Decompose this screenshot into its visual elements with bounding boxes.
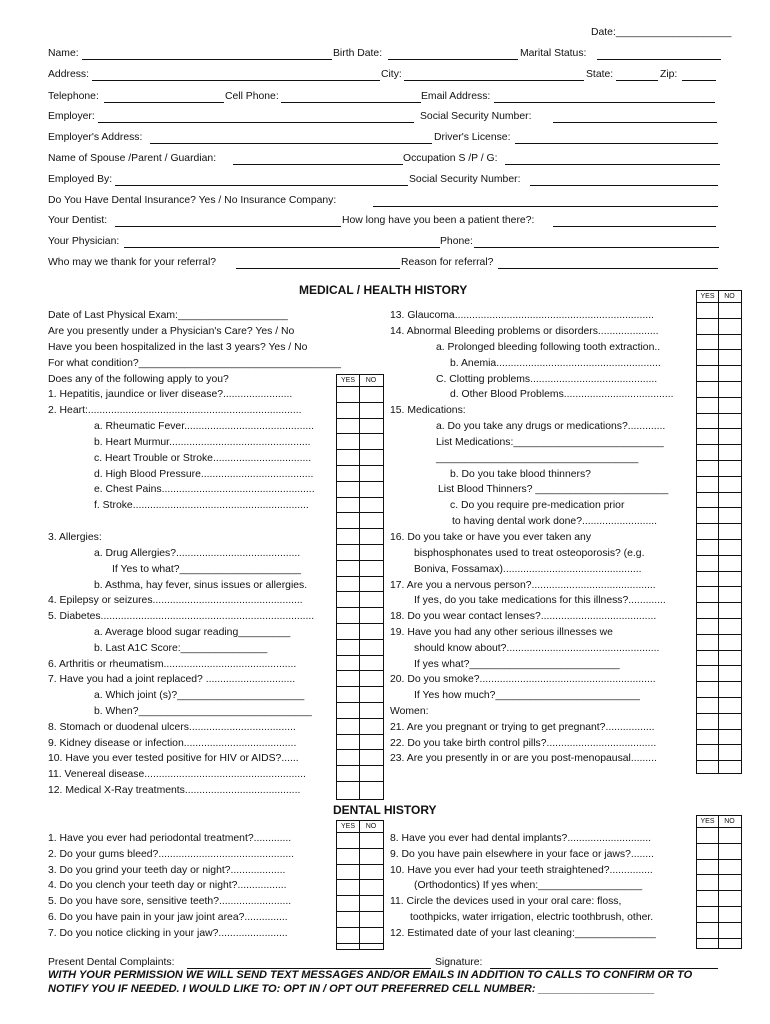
marital-status-label: Marital Status: <box>520 48 587 59</box>
cell-phone-label: Cell Phone: <box>225 91 279 102</box>
dental-right-grid-row-6 <box>696 906 741 907</box>
dental-right-item-2: 9. Do you have pain elsewhere in your face or jaws?........ <box>390 849 654 860</box>
physician-label: Your Physician: <box>48 236 120 247</box>
medical-left-grid-row-8 <box>336 497 383 498</box>
dental-left-no-header: NO <box>365 823 377 830</box>
medical-left-grid-row-10 <box>336 528 383 529</box>
dental-left-grid-divider <box>359 820 360 949</box>
medical-right-grid-row-15 <box>696 523 741 524</box>
medical-right-item-29: 23. Are you presently in or are you post-menopausal......... <box>390 753 657 764</box>
employed-by-label: Employed By: <box>48 174 113 185</box>
employer-label: Employer: <box>48 111 95 122</box>
medical-right-item-25: If Yes how much?_________________________ <box>414 690 640 701</box>
employer-address-label: Employer's Address: <box>48 132 143 143</box>
medical-right-item-10: ___________________________________ <box>436 453 639 464</box>
medical-right-grid-divider <box>718 290 719 773</box>
dental-right-grid-row-4 <box>696 874 741 875</box>
medical-left-grid-row-11 <box>336 544 383 545</box>
employer-address-field[interactable] <box>150 143 432 144</box>
medical-right-item-2: 14. Abnormal Bleeding problems or disorders..................... <box>390 326 659 337</box>
dentist-field[interactable] <box>115 226 341 227</box>
physician-field[interactable] <box>124 247 440 248</box>
medical-right-item-4: b. Anemia......................................................... <box>450 358 661 369</box>
medical-left-grid-row-5 <box>336 449 383 450</box>
medical-left-item-28: 10. Have you ever tested positive for HIV or AIDS?...... <box>48 753 299 764</box>
medical-left-no-header: NO <box>365 377 377 384</box>
zip-label: Zip: <box>660 69 678 80</box>
dental-left-item-6: 6. Do you have pain in your jaw joint area?............... <box>48 912 288 923</box>
medical-right-item-7: 15. Medications: <box>390 405 466 416</box>
medical-right-item-12: List Blood Thinners? _______________________ <box>438 484 669 495</box>
dental-left-grid-row-8 <box>336 943 383 944</box>
medical-left-grid-row-24 <box>336 749 383 750</box>
medical-right-item-22: should know about?..................................................... <box>414 643 660 654</box>
medical-left-grid-row-23 <box>336 734 383 735</box>
medical-right-grid-row-27 <box>696 713 741 714</box>
dental-right-grid-row-1 <box>696 827 741 828</box>
birth-date-label: Birth Date: <box>333 48 383 59</box>
reason-field[interactable] <box>498 268 718 269</box>
medical-right-item-6: d. Other Blood Problems...................................... <box>450 389 674 400</box>
medical-left-grid-row-25 <box>336 765 383 766</box>
permission-notice-line1: WITH YOUR PERMISSION WE WILL SEND TEXT MESSAGES AND/OR EMAILS IN ADDITION TO CALLS TO CONFIRM OR TO <box>48 969 693 981</box>
medical-right-grid-row-8 <box>696 413 741 414</box>
medical-left-grid-row-20 <box>336 686 383 687</box>
telephone-field[interactable] <box>104 102 224 103</box>
marital-status-field[interactable] <box>597 59 721 60</box>
medical-left-grid-row-6 <box>336 465 383 466</box>
medical-right-item-1: 13. Glaucoma..................................................................... <box>390 310 654 321</box>
medical-left-item-26: 8. Stomach or duodenal ulcers..................................... <box>48 722 296 733</box>
dental-left-checkbox-grid[interactable] <box>336 820 384 950</box>
medical-left-item-19: 5. Diabetes.......................................................................... <box>48 611 315 622</box>
state-label: State: <box>586 69 614 80</box>
medical-left-item-9: b. Heart Murmur................................................. <box>94 437 311 448</box>
dental-left-grid-row-7 <box>336 927 383 928</box>
dental-right-item-3: 10. Have you ever had your teeth straightened?............... <box>390 865 653 876</box>
dental-right-item-5: 11. Circle the devices used in your oral care: floss, <box>390 896 622 907</box>
medical-right-grid-row-19 <box>696 586 741 587</box>
occupation-field[interactable] <box>505 164 720 165</box>
drivers-license-field[interactable] <box>515 143 718 144</box>
medical-right-grid-row-1 <box>696 302 741 303</box>
dental-left-grid-row-5 <box>336 895 383 896</box>
medical-right-item-27: 21. Are you pregnant or trying to get pregnant?................. <box>390 722 655 733</box>
medical-right-grid-row-22 <box>696 634 741 635</box>
patient-length-field[interactable] <box>553 226 716 227</box>
dental-right-grid-row-7 <box>696 922 741 923</box>
medical-right-grid-row-28 <box>696 729 741 730</box>
medical-left-item-6: 1. Hepatitis, jaundice or liver disease?........................ <box>48 389 293 400</box>
dental-left-grid-row-6 <box>336 911 383 912</box>
medical-left-item-24: a. Which joint (s)?______________________ <box>94 690 305 701</box>
dental-left-item-1: 1. Have you ever had periodontal treatment?............. <box>48 833 292 844</box>
medical-left-grid-row-21 <box>336 702 383 703</box>
medical-right-item-26: Women: <box>390 706 429 717</box>
dental-insurance-label: Do You Have Dental Insurance? Yes / No Insurance Company: <box>48 195 337 206</box>
medical-left-item-21: b. Last A1C Score:_______________ <box>94 643 268 654</box>
city-label: City: <box>381 69 402 80</box>
drivers-license-label: Driver's License: <box>434 132 511 143</box>
dental-left-item-7: 7. Do you notice clicking in your jaw?........................ <box>48 928 288 939</box>
insurance-company-field[interactable] <box>373 206 718 207</box>
medical-right-grid-row-12 <box>696 476 741 477</box>
medical-right-item-16: bisphosphonates used to treat osteoporosis? (e.g. <box>414 548 645 559</box>
medical-left-item-17: b. Asthma, hay fever, sinus issues or allergies. <box>94 580 308 591</box>
medical-right-grid-row-21 <box>696 618 741 619</box>
medical-right-item-14: to having dental work done?.......................... <box>452 516 658 527</box>
medical-right-item-13: c. Do you require pre-medication prior <box>450 500 625 511</box>
permission-notice-line2: NOTIFY YOU IF NEEDED. I WOULD LIKE TO: OPT IN / OPT OUT PREFERRED CELL NUMBER: ___________________ <box>48 983 655 995</box>
medical-right-item-8: a. Do you take any drugs or medications?............. <box>436 421 666 432</box>
medical-left-grid-row-7 <box>336 481 383 482</box>
medical-right-checkbox-grid[interactable] <box>696 290 742 774</box>
medical-left-item-12: e. Chest Pains..................................................... <box>94 484 315 495</box>
dentist-label: Your Dentist: <box>48 215 108 226</box>
spouse-label: Name of Spouse /Parent / Guardian: <box>48 153 217 164</box>
medical-left-item-23: 7. Have you had a joint replaced? ............................... <box>48 674 296 685</box>
dental-history-title: DENTAL HISTORY <box>333 803 437 817</box>
medical-right-grid-row-29 <box>696 744 741 745</box>
medical-left-item-11: d. High Blood Pressure....................................... <box>94 469 314 480</box>
dental-right-item-4: (Orthodontics) If yes when:__________________ <box>414 880 643 891</box>
medical-right-grid-row-13 <box>696 492 741 493</box>
medical-right-grid-row-7 <box>696 397 741 398</box>
medical-left-item-8: a. Rheumatic Fever............................................. <box>94 421 314 432</box>
patient-length-label: How long have you been a patient there?: <box>342 215 535 226</box>
medical-left-grid-row-12 <box>336 560 383 561</box>
dental-right-no-header: NO <box>724 818 735 825</box>
medical-left-yes-header: YES <box>340 377 355 384</box>
medical-right-grid-row-11 <box>696 460 741 461</box>
medical-right-item-17: Boniva, Fossamax)................................................ <box>414 564 642 575</box>
medical-right-grid-row-3 <box>696 334 741 335</box>
reason-label: Reason for referral? <box>401 257 494 268</box>
medical-right-yes-header: YES <box>700 293 715 300</box>
medical-right-grid-row-18 <box>696 571 741 572</box>
signature-label: Signature: <box>435 957 483 968</box>
cell-phone-field[interactable] <box>281 102 421 103</box>
medical-left-grid-row-4 <box>336 433 383 434</box>
medical-right-grid-row-17 <box>696 555 741 556</box>
medical-right-item-23: If yes what?__________________________ <box>414 659 620 670</box>
date-label: Date:____________________ <box>591 27 732 38</box>
medical-left-item-29: 11. Venereal disease........................................................ <box>48 769 306 780</box>
medical-left-item-7: 2. Heart:.......................................................................... <box>48 405 302 416</box>
dental-right-item-7: 12. Estimated date of your last cleaning:______________ <box>390 928 656 939</box>
medical-left-grid-row-17 <box>336 639 383 640</box>
dental-right-checkbox-grid[interactable] <box>696 815 742 949</box>
dental-right-item-6: toothpicks, water irrigation, electric toothbrush, other. <box>410 912 654 923</box>
medical-left-grid-row-3 <box>336 418 383 419</box>
medical-right-grid-row-23 <box>696 650 741 651</box>
medical-right-grid-row-24 <box>696 665 741 666</box>
medical-left-grid-row-22 <box>336 718 383 719</box>
state-field[interactable] <box>616 80 658 81</box>
ssn-field[interactable] <box>553 122 717 123</box>
medical-left-item-30: 12. Medical X-Ray treatments........................................ <box>48 785 301 796</box>
medical-left-item-18: 4. Epilepsy or seizures.................................................... <box>48 595 303 606</box>
dental-left-grid-row-1 <box>336 832 383 833</box>
medical-left-grid-row-26 <box>336 781 383 782</box>
medical-right-grid-row-16 <box>696 539 741 540</box>
medical-right-grid-row-6 <box>696 381 741 382</box>
medical-right-item-28: 22. Do you take birth control pills?...................................... <box>390 738 657 749</box>
medical-left-item-4: For what condition?___________________________________ <box>48 358 341 369</box>
city-field[interactable] <box>404 80 584 81</box>
medical-left-item-5: Does any of the following apply to you? <box>48 374 229 385</box>
address-field[interactable] <box>92 80 380 81</box>
medical-left-item-14: 3. Allergies: <box>48 532 102 543</box>
phone-label: Phone: <box>440 236 473 247</box>
medical-right-item-20: 18. Do you wear contact lenses?........................................ <box>390 611 657 622</box>
medical-right-item-21: 19. Have you had any other serious illnesses we <box>390 627 613 638</box>
medical-left-item-13: f. Stroke............................................................. <box>94 500 309 511</box>
medical-left-grid-divider <box>359 374 360 799</box>
medical-left-item-27: 9. Kidney disease or infection....................................... <box>48 738 297 749</box>
dental-left-grid-row-2 <box>336 848 383 849</box>
employed-by-field[interactable] <box>115 185 408 186</box>
spouse-field[interactable] <box>233 164 403 165</box>
medical-left-grid-row-13 <box>336 576 383 577</box>
name-label: Name: <box>48 48 79 59</box>
medical-left-checkbox-grid[interactable] <box>336 374 384 800</box>
dental-left-yes-header: YES <box>340 823 355 830</box>
birth-date-field[interactable] <box>388 59 518 60</box>
dental-right-grid-row-8 <box>696 938 741 939</box>
dental-right-grid-row-5 <box>696 890 741 891</box>
medical-left-grid-row-9 <box>336 512 383 513</box>
medical-right-grid-row-30 <box>696 760 741 761</box>
dental-left-grid-row-4 <box>336 879 383 880</box>
telephone-label: Telephone: <box>48 91 99 102</box>
phone-field[interactable] <box>474 247 719 248</box>
medical-left-grid-row-19 <box>336 670 383 671</box>
dental-left-item-3: 3. Do you grind your teeth day or night?................... <box>48 865 286 876</box>
dental-right-item-1: 8. Have you ever had dental implants?............................. <box>390 833 652 844</box>
medical-right-grid-row-9 <box>696 428 741 429</box>
medical-right-grid-row-5 <box>696 365 741 366</box>
dental-left-item-2: 2. Do your gums bleed?............................................... <box>48 849 295 860</box>
medical-right-grid-row-2 <box>696 318 741 319</box>
medical-right-item-15: 16. Do you take or have you ever taken any <box>390 532 592 543</box>
medical-right-item-11: b. Do you take blood thinners? <box>450 469 591 480</box>
medical-right-item-5: C. Clotting problems............................................ <box>436 374 658 385</box>
medical-left-grid-row-14 <box>336 591 383 592</box>
medical-right-grid-row-4 <box>696 349 741 350</box>
medical-right-item-24: 20. Do you smoke?............................................................. <box>390 674 656 685</box>
medical-right-grid-row-20 <box>696 602 741 603</box>
medical-history-title: MEDICAL / HEALTH HISTORY <box>299 283 468 297</box>
dental-right-grid-row-3 <box>696 859 741 860</box>
ssn2-label: Social Security Number: <box>409 174 521 185</box>
medical-left-item-1: Date of Last Physical Exam:___________________ <box>48 310 288 321</box>
medical-left-grid-row-15 <box>336 607 383 608</box>
medical-right-item-9: List Medications:__________________________ <box>436 437 664 448</box>
medical-left-grid-row-16 <box>336 623 383 624</box>
name-field[interactable] <box>82 59 332 60</box>
present-complaints-label: Present Dental Complaints: <box>48 957 175 968</box>
medical-left-item-15: a. Drug Allergies?........................................... <box>94 548 301 559</box>
zip-field[interactable] <box>682 80 716 81</box>
medical-left-item-25: b. When?______________________________ <box>94 706 312 717</box>
ssn2-field[interactable] <box>530 185 718 186</box>
ssn-label: Social Security Number: <box>420 111 532 122</box>
medical-left-item-10: c. Heart Trouble or Stroke.................................. <box>94 453 312 464</box>
medical-right-grid-row-10 <box>696 444 741 445</box>
referral-field[interactable] <box>236 268 400 269</box>
medical-left-grid-row-2 <box>336 402 383 403</box>
dental-right-grid-row-2 <box>696 843 741 844</box>
medical-left-item-2: Are you presently under a Physician's Care? Yes / No <box>48 326 295 337</box>
email-label: Email Address: <box>421 91 491 102</box>
medical-right-item-19: If yes, do you take medications for this illness?............. <box>414 595 666 606</box>
medical-left-item-3: Have you been hospitalized in the last 3 years? Yes / No <box>48 342 308 353</box>
medical-right-item-3: a. Prolonged bleeding following tooth extraction.. <box>436 342 661 353</box>
medical-right-grid-row-26 <box>696 697 741 698</box>
medical-right-grid-row-25 <box>696 681 741 682</box>
dental-left-item-4: 4. Do you clench your teeth day or night?................. <box>48 880 287 891</box>
medical-left-item-16: If Yes to what?_____________________ <box>112 564 301 575</box>
medical-left-item-22: 6. Arthritis or rheumatism.............................................. <box>48 659 297 670</box>
medical-right-grid-row-14 <box>696 507 741 508</box>
medical-right-no-header: NO <box>724 293 735 300</box>
dental-left-grid-row-3 <box>336 864 383 865</box>
occupation-label: Occupation S /P / G: <box>403 153 498 164</box>
dental-right-yes-header: YES <box>700 818 715 825</box>
email-field[interactable] <box>494 102 715 103</box>
medical-left-grid-row-1 <box>336 386 383 387</box>
employer-field[interactable] <box>98 122 414 123</box>
referral-label: Who may we thank for your referral? <box>48 257 217 268</box>
medical-right-item-18: 17. Are you a nervous person?........................................... <box>390 580 656 591</box>
dental-left-item-5: 5. Do you have sore, sensitive teeth?......................... <box>48 896 292 907</box>
dental-right-grid-divider <box>718 815 719 948</box>
address-label: Address: <box>48 69 90 80</box>
medical-left-item-20: a. Average blood sugar reading_________ <box>94 627 291 638</box>
medical-left-grid-row-18 <box>336 655 383 656</box>
